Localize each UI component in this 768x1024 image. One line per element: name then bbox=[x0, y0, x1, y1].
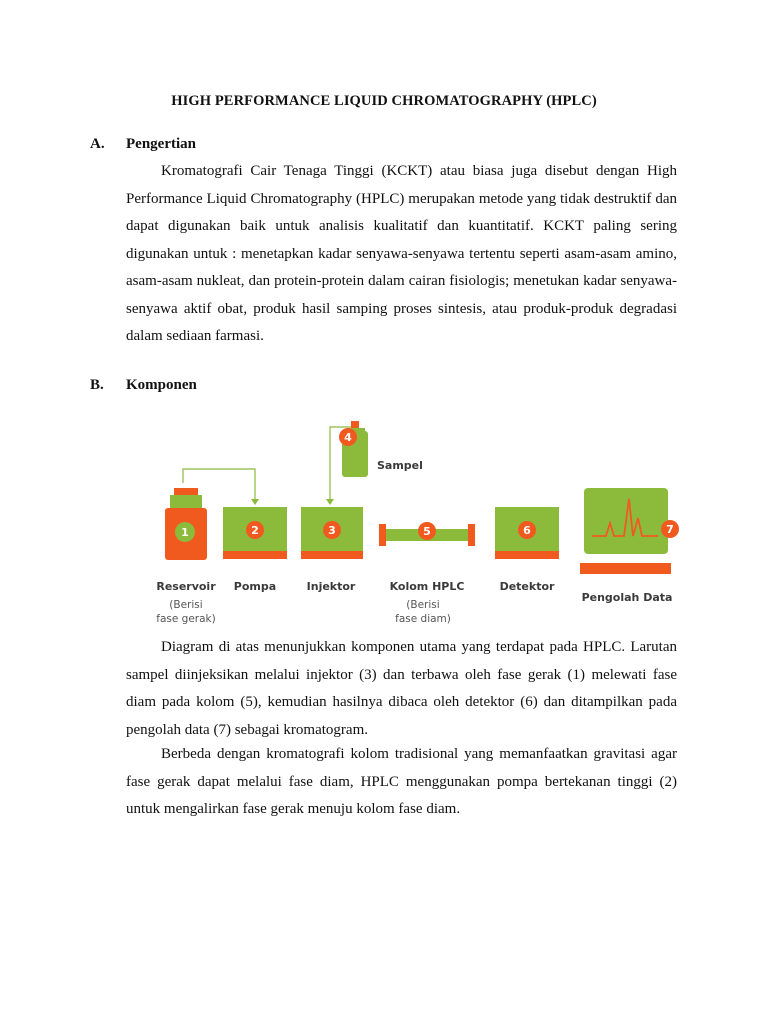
kolom-sub2: fase diam) bbox=[395, 613, 451, 625]
paragraph-diagram-explanation: Diagram di atas menunjukkan komponen utama yang terdapat pada HPLC. Larutan sampel diinjeksikan melalui injektor (3) dan terbawa oleh fase gerak (1) melewati fase diam pada kolom (5), kemudian hasilnya dibaca oleh detektor (6) dan ditampilkan pada pengolah data (7) sebagai kromatogram. bbox=[126, 639, 677, 738]
section-b-heading bbox=[90, 377, 197, 394]
injektor-box bbox=[301, 507, 363, 559]
kolom-number: 5 bbox=[423, 525, 431, 538]
pengolah-label: Pengolah Data bbox=[581, 591, 673, 604]
section-a-title: Pengertian bbox=[126, 136, 196, 152]
sampel-label: Sampel bbox=[377, 459, 423, 472]
pengolah-number: 7 bbox=[666, 523, 674, 536]
section-a-number: A. bbox=[90, 136, 105, 152]
pompa-number: 2 bbox=[251, 524, 259, 537]
reservoir-sub2: fase gerak) bbox=[156, 613, 216, 625]
pompa-label: Pompa bbox=[233, 580, 277, 593]
sampel-vial bbox=[339, 421, 423, 477]
reservoir-label: Reservoir bbox=[156, 580, 216, 593]
hplc-diagram-svg bbox=[140, 395, 700, 635]
paragraph-pengertian: Kromatografi Cair Tenaga Tinggi (KCKT) atau biasa juga disebut dengan High Performance Liquid Chromatography (HPLC) merupakan metode yang tidak destruktif dan dapat digunakan baik untuk analisis kualitatif dan kuantitatif. KCKT paling sering digunakan untuk : menetapkan kadar senyawa-senyawa tertentu seperti asam-asam amino, asam-asam nukleat, dan protein-protein dalam cairan fisiologis; menetukan kadar senyawa-senyawa aktif obat, produk hasil samping proses sintesis, atau produk-produk degradasi dalam sediaan farmasi. bbox=[126, 163, 677, 344]
flow-lines bbox=[183, 427, 354, 501]
section-b-number: B. bbox=[90, 377, 104, 393]
reservoir-sub1: (Berisi bbox=[169, 599, 203, 611]
sampel-number: 4 bbox=[344, 431, 352, 444]
reservoir-number: 1 bbox=[181, 526, 189, 539]
injektor-arrow-icon bbox=[326, 499, 334, 505]
hplc-diagram bbox=[140, 395, 700, 635]
pompa-box bbox=[223, 507, 287, 559]
page-title: HIGH PERFORMANCE LIQUID CHROMATOGRAPHY (HPLC) bbox=[171, 93, 597, 109]
kolom-sub1: (Berisi bbox=[406, 599, 440, 611]
detektor-label: Detektor bbox=[499, 580, 555, 593]
reservoir-bottle bbox=[165, 488, 207, 560]
detektor-box bbox=[495, 507, 559, 559]
pengolah-data-monitor bbox=[580, 488, 679, 574]
pompa-arrow-icon bbox=[251, 499, 259, 505]
kolom-column bbox=[379, 522, 475, 546]
section-a-heading bbox=[90, 136, 196, 153]
paragraph-pompa-explanation: Berbeda dengan kromatografi kolom tradisional yang memanfaatkan gravitasi agar fase gerak dapat melalui fase diam, HPLC menggunakan pompa bertekanan tinggi (2) untuk mengalirkan fase gerak menuju kolom fase diam. bbox=[126, 746, 677, 817]
kolom-label: Kolom HPLC bbox=[389, 580, 465, 593]
detektor-number: 6 bbox=[523, 524, 531, 537]
injektor-number: 3 bbox=[328, 524, 336, 537]
section-b-title: Komponen bbox=[126, 377, 197, 393]
injektor-label: Injektor bbox=[306, 580, 356, 593]
